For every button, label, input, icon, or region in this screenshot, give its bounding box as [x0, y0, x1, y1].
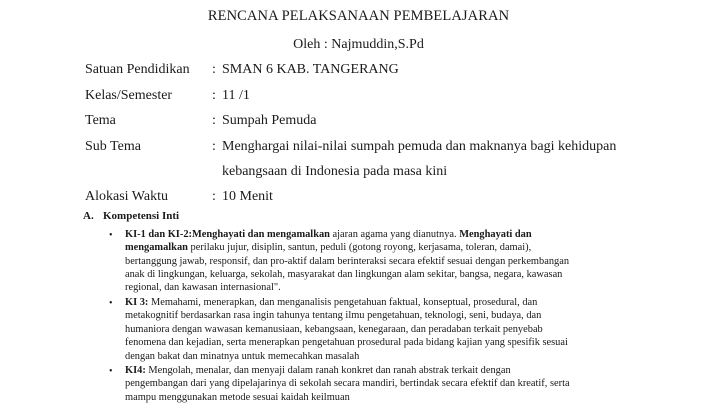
- row-label: Satuan Pendidikan: [85, 62, 190, 77]
- ki12-line-5: regional, dan kawasan internasional".: [125, 282, 281, 293]
- section-title: Kompetensi Inti: [103, 210, 180, 222]
- row-value: SMAN 6 KAB. TANGERANG: [222, 62, 399, 77]
- section-letter: A.: [83, 210, 94, 222]
- bullet-marker: •: [109, 298, 113, 309]
- ki4-line-1: [125, 366, 511, 376]
- ki4-lead: KI4:: [125, 365, 146, 376]
- ki3-text: Memahami, menerapkan, dan menganalisis pengetahuan faktual, konseptual, prosedural, dan: [148, 297, 538, 308]
- ki12-line-4: anak di lingkungan, keluarga, sekolah, masyarakat dan lingkungan alam sekitar, bangsa, negara, kawasan: [125, 269, 563, 280]
- row-value: 10 Menit: [222, 189, 273, 204]
- row-separator: :: [212, 139, 216, 154]
- bullet-marker: •: [109, 230, 113, 241]
- bullet-marker: •: [109, 366, 113, 377]
- ki3-line-1: [125, 298, 537, 308]
- ki3-line-2: metakognitif berdasarkan rasa ingin tahunya tentang ilmu pengetahuan, teknologi, seni, budaya, dan: [125, 310, 542, 321]
- row-label: Alokasi Waktu: [85, 189, 168, 204]
- row-value: Sumpah Pemuda: [222, 113, 317, 128]
- row-label: Sub Tema: [85, 139, 141, 154]
- row-separator: :: [212, 113, 216, 128]
- ki12-line-2: [125, 243, 531, 253]
- ki4-line-2: pengembangan dari yang dipelajarinya di sekolah secara mandiri, bertindak secara efektif dan kreatif, serta: [125, 378, 570, 389]
- ki12-line-3: bertanggung jawab, responsif, dan pro-aktif dalam berinteraksi secara efektif sesuai dengan perkembangan: [125, 256, 570, 267]
- ki3-lead: KI 3:: [125, 297, 149, 308]
- ki3-line-5: dengan bakat dan minatnya untuk memecahkan masalah: [125, 351, 360, 362]
- ki12-text: ajaran agama yang dianutnya.: [329, 229, 460, 240]
- ki12-text: perilaku jujur, disiplin, santun, peduli (gotong royong, kerjasama, toleran, damai),: [187, 242, 532, 253]
- row-label: Tema: [85, 113, 116, 128]
- author-line: Oleh : Najmuddin,S.Pd: [293, 37, 424, 52]
- row-separator: :: [212, 189, 216, 204]
- row-value: Menghargai nilai-nilai sumpah pemuda dan maknanya bagi kehidupan: [222, 139, 617, 154]
- ki12-emphasis: Menghayati dan: [459, 229, 532, 240]
- sub-tema-continuation: kebangsaan di Indonesia pada masa kini: [222, 164, 448, 179]
- ki4-text: Mengolah, menalar, dan menyaji dalam ranah konkret dan ranah abstrak terkait dengan: [145, 365, 511, 376]
- ki3-line-3: humaniora dengan wawasan kemanusiaan, kebangsaan, kenegaraan, dan peradaban terkait penyebab: [125, 324, 543, 335]
- row-value: 11 /1: [222, 88, 250, 103]
- row-label: Kelas/Semester: [85, 88, 173, 103]
- ki3-line-4: fenomena dan kejadian, serta menerapkan pengetahuan prosedural pada bidang kajian yang spesifik sesuai: [125, 337, 568, 348]
- row-separator: :: [212, 88, 216, 103]
- ki12-lead: KI-1 dan KI-2:Menghayati dan mengamalkan: [125, 229, 330, 240]
- row-separator: :: [212, 62, 216, 77]
- ki4-line-3: mampu menggunakan metode sesuai kaidah keilmuan: [125, 392, 350, 403]
- document-title: RENCANA PELAKSANAAN PEMBELAJARAN: [207, 8, 510, 24]
- ki12-line-1: [125, 230, 532, 240]
- ki12-emphasis: mengamalkan: [125, 242, 188, 253]
